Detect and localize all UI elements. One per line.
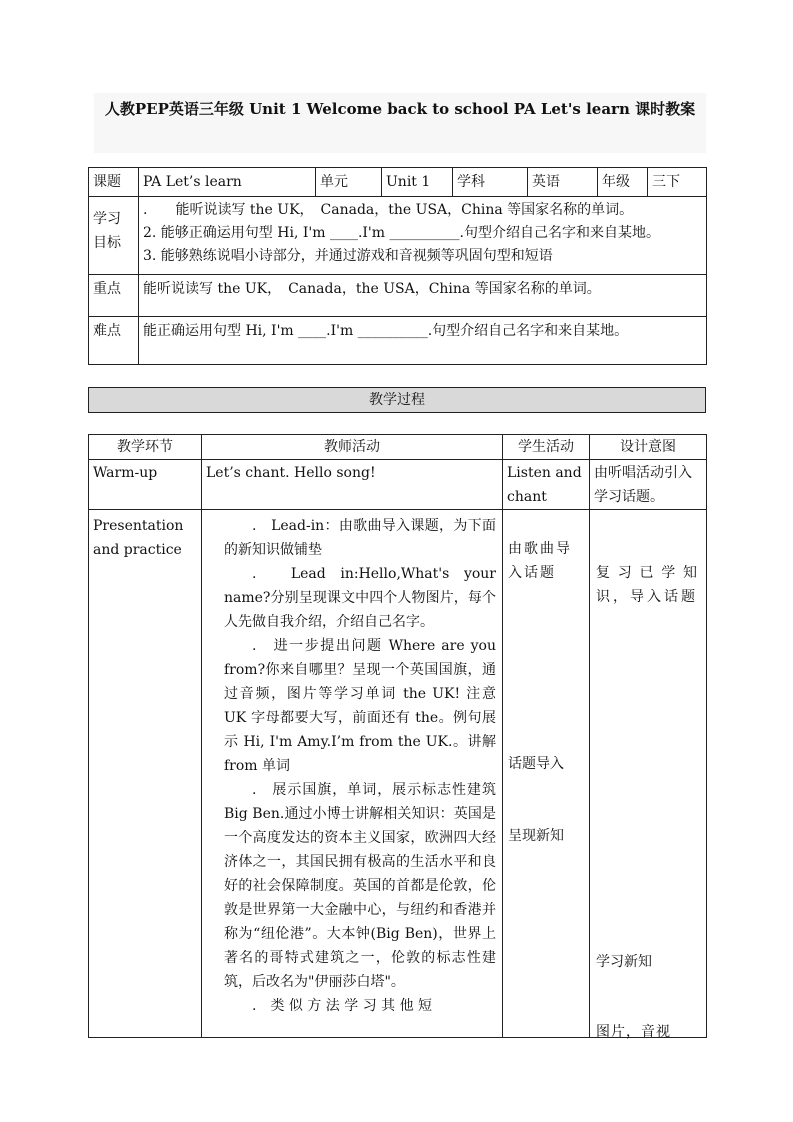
presentation-stage: Presentation and practice (89, 510, 202, 1038)
teacher-step-5: . 类 似 方 法 学 习 其 他 短 (252, 998, 433, 1014)
difficulty-label: 难点 (89, 317, 139, 365)
goal-2: 2. 能够正确运用句型 Hi, I'm ____.I'm __________.句型介绍自己名字和来自某地。 (143, 225, 660, 241)
grade-label: 年级 (598, 168, 648, 197)
goal-3: 3. 能够熟练说唱小诗部分，并通过游戏和音视频等巩固句型和短语 (143, 248, 553, 264)
process-section-bar: 教学过程 (88, 387, 706, 413)
goals-label: 学习目标 (89, 197, 139, 275)
warmup-student: Listen and chant (503, 460, 590, 510)
teacher-step-4: . 展示国旗，单词，展示标志性建筑 Big Ben.通过小博士讲解相关知识：英国是一个高度发达的资本主义国家，欧洲四大经济体之一，其国民拥有极高的生活水平和良好的社会保障制度。英国的首都是伦敦，伦敦是世界第一大金融中心，与纽约和香港并称为“纽伦港”。大本钟(Big Ben)，世界上著名的哥特式建筑之一，伦敦的标志性建筑，后改名为"伊丽莎白塔"。 (224, 782, 496, 990)
presentation-teacher (202, 510, 503, 1038)
teacher-step-2: . Lead in:Hello,What's your name?分别呈现课文中四个人物图片，每个人先做自我介绍，介绍自己名字。 (224, 566, 496, 630)
presentation-intent (590, 510, 707, 1038)
goals-cell (139, 197, 707, 275)
teaching-process-table (88, 434, 707, 1038)
grade-value: 三下 (648, 168, 707, 197)
unit-value: Unit 1 (382, 168, 453, 197)
key-value: 能听说读写 the UK， Canada，the USA，China 等国家名称的单词。 (139, 275, 707, 317)
teacher-step-3: . 进一步提出问题 Where are you from?你来自哪里？呈现一个英国国旗，通过音频，图片等学习单词 the UK! 注意 UK 字母都要大写，前面还有 the。例句展示 Hi, I'm Amy.I’m from the UK.。讲解 from 单词 (224, 638, 496, 774)
intent-step-3: 图片，音视 (596, 1024, 671, 1040)
student-step-3: 呈现新知 (508, 828, 564, 844)
lesson-label: 课题 (89, 168, 139, 197)
header-student: 学生活动 (503, 435, 590, 460)
warmup-intent: 由听唱活动引入学习话题。 (590, 460, 707, 510)
lesson-info-table (88, 167, 707, 365)
key-label: 重点 (89, 275, 139, 317)
intent-step-1: 复习已学知识，导入话题 (596, 565, 700, 605)
header-stage: 教学环节 (89, 435, 202, 460)
warmup-teacher: Let’s chant. Hello song! (202, 460, 503, 510)
warmup-stage: Warm-up (89, 460, 202, 510)
teacher-step-1: . Lead-in：由歌曲导入课题，为下面的新知识做铺垫 (224, 518, 496, 558)
unit-label: 单元 (316, 168, 382, 197)
lesson-value: PA Let’s learn (139, 168, 316, 197)
student-step-2: 话题导入 (508, 756, 564, 772)
intent-step-2: 学习新知 (596, 954, 652, 970)
student-step-1: 由歌曲导入话题 (508, 541, 572, 581)
subject-label: 学科 (453, 168, 528, 197)
presentation-student (503, 510, 590, 1038)
header-teacher: 教师活动 (202, 435, 503, 460)
page-title: 人教PEP英语三年级 Unit 1 Welcome back to school PA Let's learn 课时教案 (104, 100, 696, 118)
goal-1: . 能听说读写 the UK， Canada，the USA，China 等国家名称的单词。 (143, 202, 634, 218)
difficulty-value: 能正确运用句型 Hi, I'm ____.I'm __________.句型介绍自己名字和来自某地。 (139, 317, 707, 365)
subject-value: 英语 (528, 168, 598, 197)
header-intent: 设计意图 (590, 435, 707, 460)
